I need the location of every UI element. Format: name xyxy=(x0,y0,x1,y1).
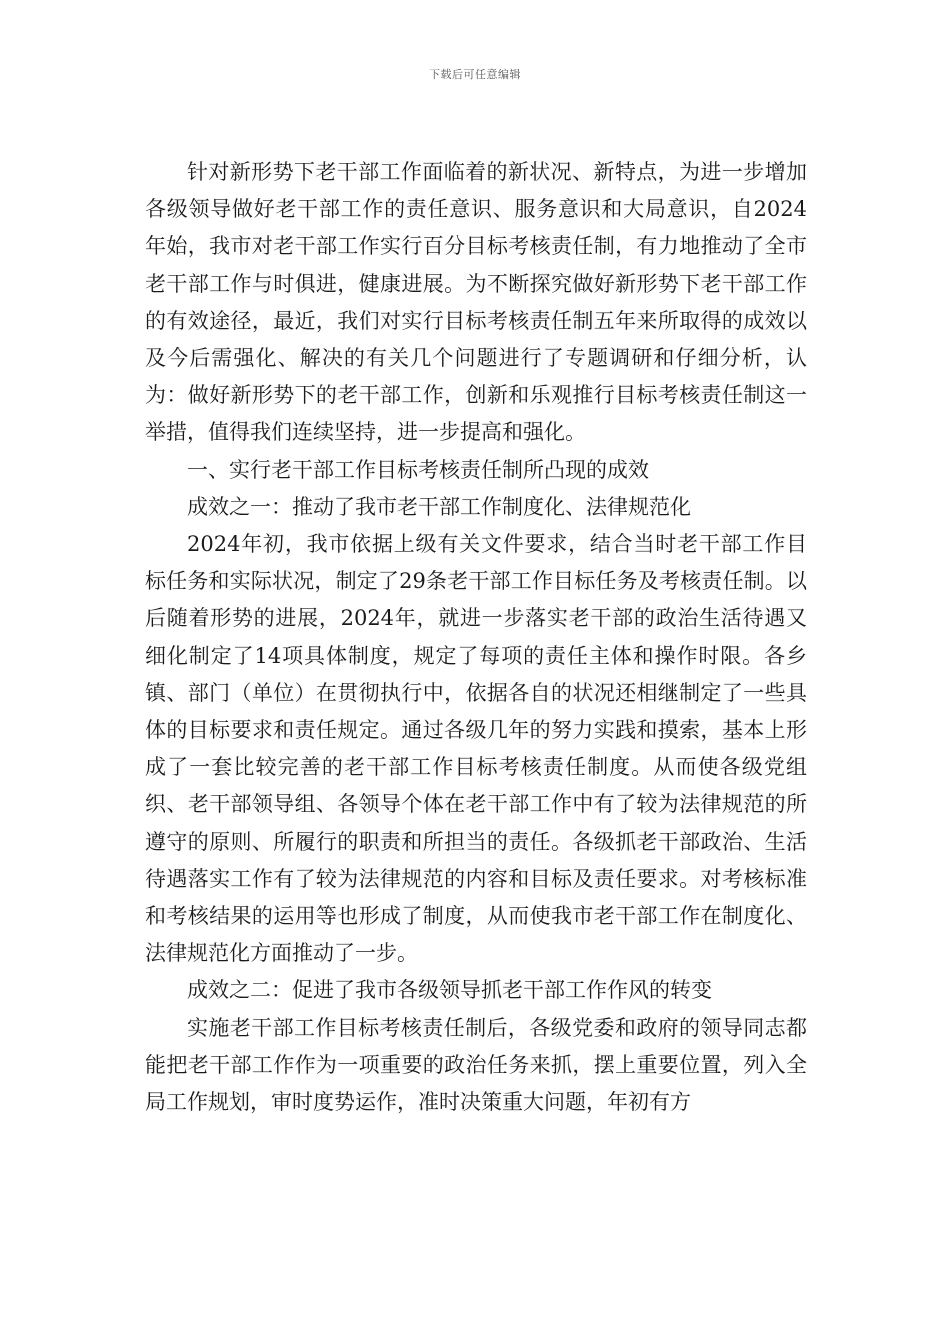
paragraph-effect-1: 2024年初，我市依据上级有关文件要求，结合当时老干部工作目标任务和实际状况，制定了29条老干部工作目标任务及考核责任制。以后随着形势的进展，2024年，就进一步落实老干部的政治生活待遇又细化制定了14项具体制度，规定了每项的责任主体和操作时限。各乡镇、部门（单位）在贯彻执行中，依据各自的状况还相继制定了一些具体的目标要求和责任规定。通过各级几年的努力实践和摸索，基本上形成了一套比较完善的老干部工作目标考核责任制度。从而使各级党组织、老干部领导组、各领导个体在老干部工作中有了较为法律规范的所遵守的原则、所履行的职责和所担当的责任。各级抓老干部政治、生活待遇落实工作有了较为法律规范的内容和目标及责任要求。对考核标准和考核结果的运用等也形成了制度，从而使我市老干部工作在制度化、法律规范化方面推动了一步。 xyxy=(145,532,807,966)
section-heading-1: 一、实行老干部工作目标考核责任制所凸现的成效 xyxy=(187,457,649,482)
paragraph-effect-2: 实施老干部工作目标考核责任制后，各级党委和政府的领导同志都能把老干部工作作为一项重要的政治任务来抓，摆上重要位置，列入全局工作规划，审时度势运作，准时决策重大问题，年初有方 xyxy=(145,1015,807,1115)
header-note: 下载后可任意编辑 xyxy=(429,68,521,81)
paragraph-intro: 针对新形势下老干部工作面临着的新状况、新特点，为进一步增加各级领导做好老干部工作的责任意识、服务意识和大局意识，自2024年始，我市对老干部工作实行百分目标考核责任制，有力地推动了全市老干部工作与时俱进，健康进展。为不断探究做好新形势下老干部工作的有效途径，最近，我们对实行目标考核责任制五年来所取得的成效以及今后需强化、解决的有关几个问题进行了专题调研和仔细分析，认为：做好新形势下的老干部工作，创新和乐观推行目标考核责任制这一举措，值得我们连续坚持，进一步提高和强化。 xyxy=(145,160,807,445)
subsection-heading-1: 成效之一：推动了我市老干部工作制度化、法律规范化 xyxy=(187,494,691,519)
document-body xyxy=(145,154,807,1121)
subsection-heading-2: 成效之二：促进了我市各级领导抓老干部工作作风的转变 xyxy=(187,978,712,1003)
